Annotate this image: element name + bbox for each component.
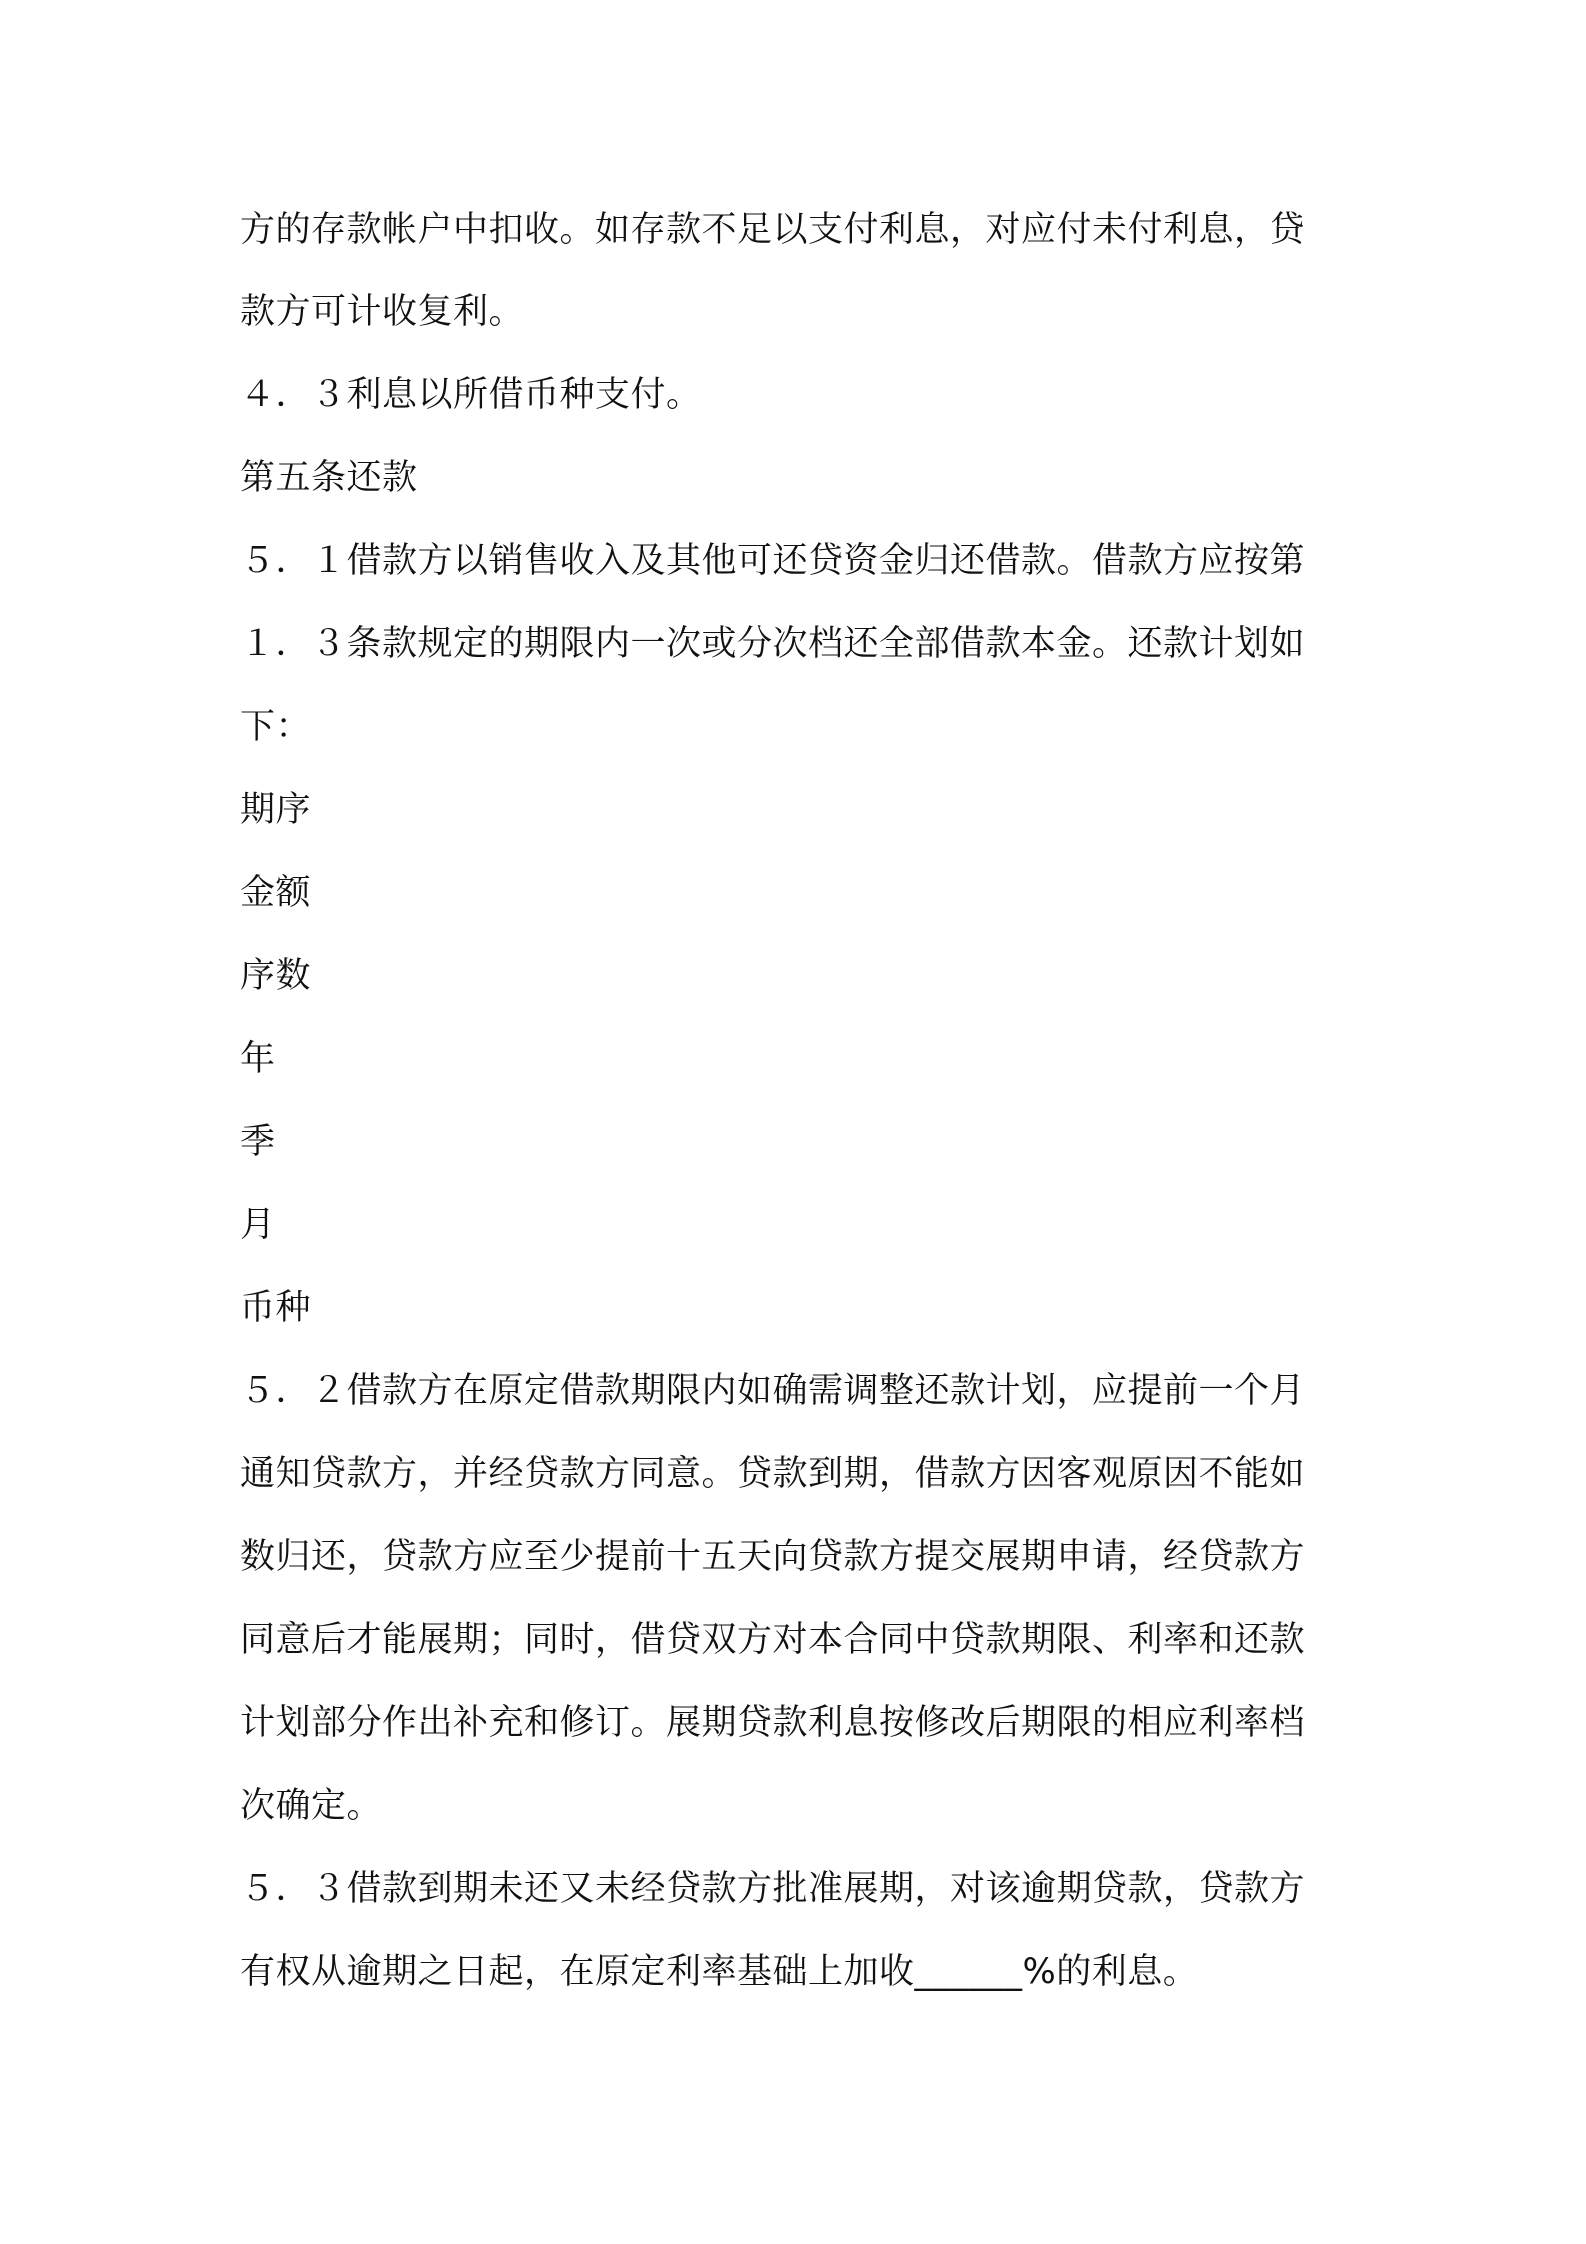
text-line: 金额	[240, 873, 312, 913]
text-line: 年	[240, 1039, 276, 1079]
text-line: １．３条款规定的期限内一次或分次档还全部借款本金。还款计划如	[240, 624, 1306, 664]
text-line: 月	[240, 1205, 276, 1245]
text-line: ５．１借款方以销售收入及其他可还贷资金归还借款。借款方应按第	[240, 541, 1306, 581]
text-line: 通知贷款方，并经贷款方同意。贷款到期，借款方因客观原因不能如	[240, 1454, 1306, 1494]
text-line: ５．３借款到期未还又未经贷款方批准展期，对该逾期贷款，贷款方	[240, 1869, 1306, 1909]
text-line: 币种	[240, 1288, 312, 1328]
text-line: 季	[240, 1122, 276, 1162]
text-line: 方的存款帐户中扣收。如存款不足以支付利息，对应付未付利息，贷	[240, 210, 1306, 250]
text-line: 序数	[240, 956, 312, 996]
text-line: 下：	[240, 707, 312, 747]
text-line: 期序	[240, 790, 312, 830]
text-line: 数归还，贷款方应至少提前十五天向贷款方提交展期申请，经贷款方	[240, 1537, 1306, 1577]
text-line: 同意后才能展期；同时，借贷双方对本合同中贷款期限、利率和还款	[240, 1620, 1306, 1660]
text-line: 有权从逾期之日起，在原定利率基础上加收______%的利息。	[240, 1952, 1199, 1992]
text-line: 次确定。	[240, 1786, 383, 1826]
text-line: ４．３利息以所借币种支付。	[240, 375, 702, 415]
text-line: 款方可计收复利。	[240, 292, 525, 332]
section-heading: 第五条还款	[240, 458, 418, 498]
text-line: ５．２借款方在原定借款期限内如确需调整还款计划，应提前一个月	[240, 1371, 1306, 1411]
text-line: 计划部分作出补充和修订。展期贷款利息按修改后期限的相应利率档	[240, 1703, 1306, 1743]
